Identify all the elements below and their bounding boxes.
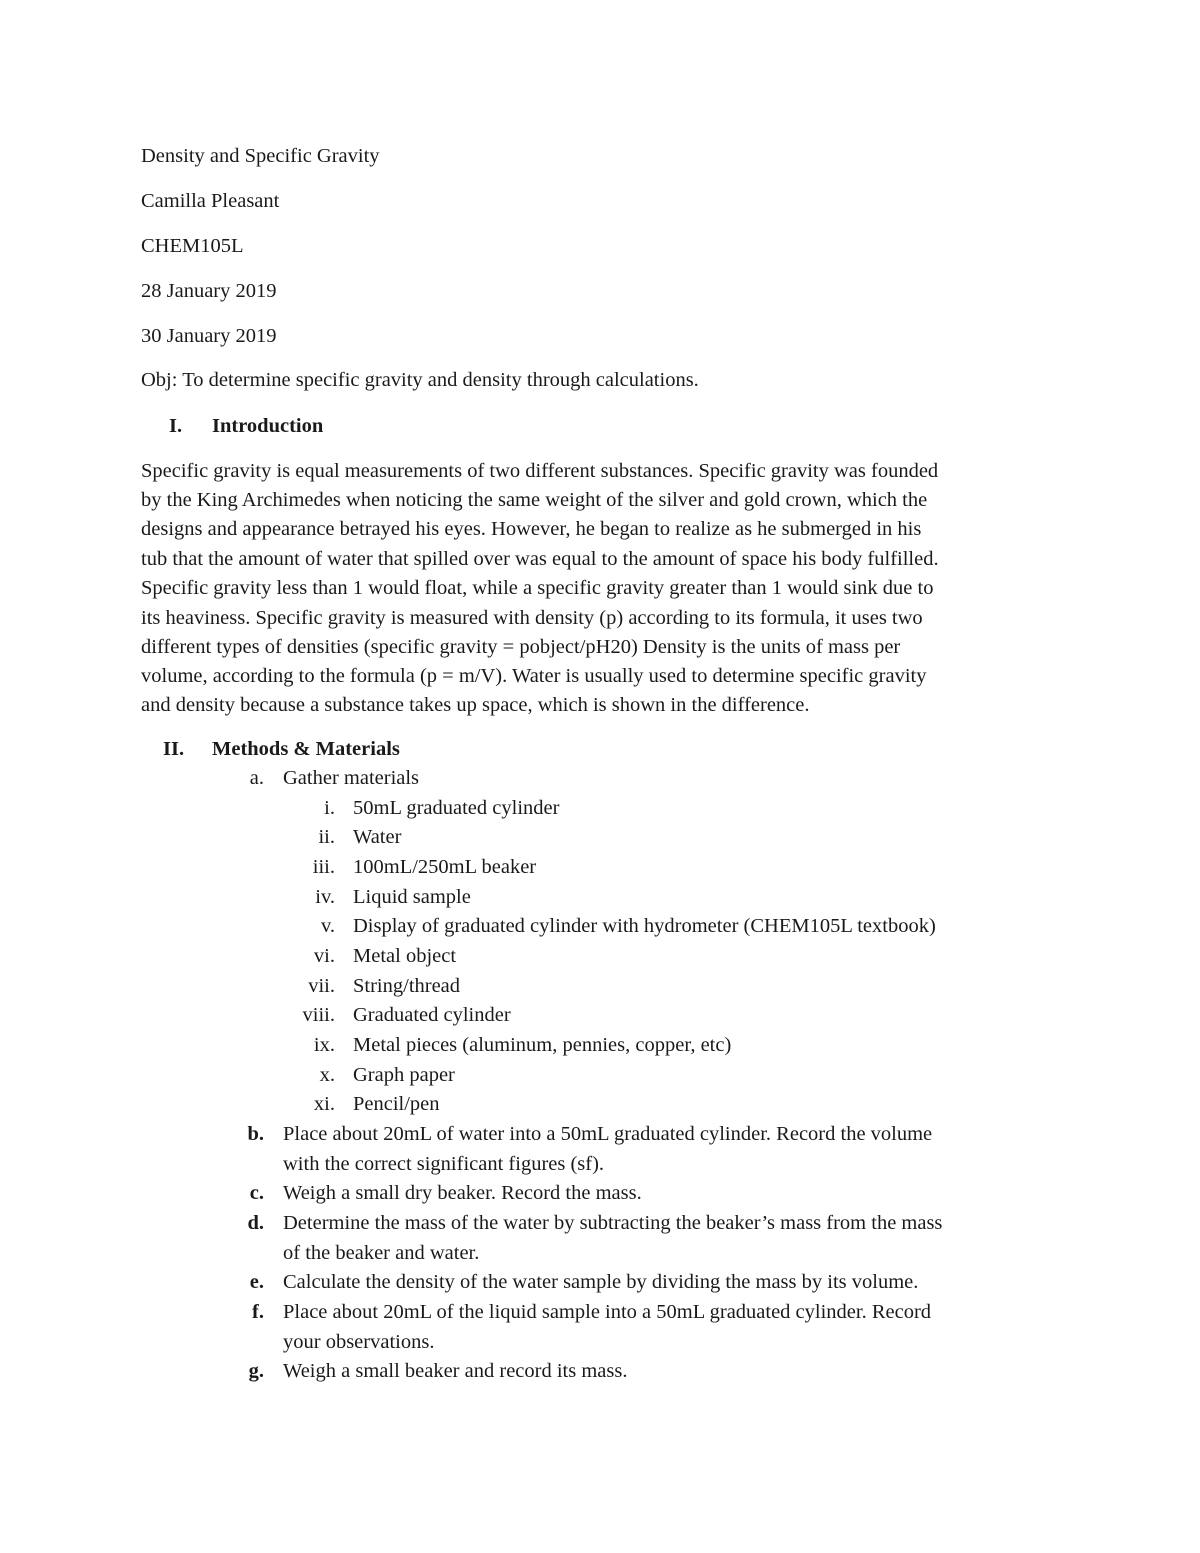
step-c: [0, 1179, 1200, 1209]
material-text: Display of graduated cylinder with hydrometer (CHEM105L textbook): [353, 915, 936, 937]
list-item: [0, 1090, 1200, 1120]
step-text-continued: your observations.: [283, 1331, 435, 1353]
material-text: Pencil/pen: [353, 1093, 440, 1115]
list-item: [0, 942, 1200, 972]
step-text-continued: of the beaker and water.: [283, 1242, 480, 1264]
list-item: [0, 883, 1200, 913]
step-b: [0, 1120, 1200, 1180]
list-marker: d.: [247, 1212, 264, 1234]
list-item: [0, 1031, 1200, 1061]
step-a: [0, 764, 1200, 794]
list-marker: ix.: [313, 1034, 335, 1056]
document-title: Density and Specific Gravity: [141, 145, 380, 167]
intro-line: different types of densities (specific gravity = pobject/pH20) Density is the units of mass per: [141, 636, 901, 658]
list-item: [0, 853, 1200, 883]
intro-line: volume, according to the formula (p = m/V). Water is usually used to determine specific gravity: [141, 665, 927, 687]
list-marker: vii.: [308, 975, 335, 997]
objective-line: Obj: To determine specific gravity and density through calculations.: [141, 369, 699, 391]
material-text: Graduated cylinder: [353, 1004, 511, 1026]
date-performed: 28 January 2019: [141, 280, 277, 302]
material-text: Water: [353, 826, 402, 848]
section-introduction-heading: [141, 412, 323, 442]
list-item: [0, 823, 1200, 853]
list-item: [0, 912, 1200, 942]
step-text: Gather materials: [283, 767, 420, 789]
list-marker: x.: [319, 1064, 335, 1086]
step-text: Weigh a small beaker and record its mass.: [283, 1360, 628, 1382]
list-marker: iii.: [312, 856, 335, 878]
step-text: Determine the mass of the water by subtracting the beaker’s mass from the mass: [283, 1212, 943, 1234]
list-marker: viii.: [302, 1004, 335, 1026]
section-number: II.: [163, 738, 185, 760]
list-marker: i.: [324, 797, 335, 819]
list-marker: vi.: [313, 945, 335, 967]
list-item: [0, 972, 1200, 1002]
material-text: 50mL graduated cylinder: [353, 797, 560, 819]
intro-line: designs and appearance betrayed his eyes. However, he began to realize as he submerged in his: [141, 518, 922, 540]
material-text: 100mL/250mL beaker: [353, 856, 537, 878]
date-submitted: 30 January 2019: [141, 325, 277, 347]
list-marker: xi.: [313, 1093, 335, 1115]
list-marker: a.: [249, 767, 264, 789]
material-text: Graph paper: [353, 1064, 455, 1086]
material-text: Metal pieces (aluminum, pennies, copper, etc): [353, 1034, 732, 1056]
list-item: [0, 1001, 1200, 1031]
material-text: String/thread: [353, 975, 461, 997]
list-marker: e.: [249, 1271, 264, 1293]
list-marker: iv.: [315, 886, 335, 908]
list-marker: f.: [252, 1301, 264, 1323]
author-name: Camilla Pleasant: [141, 190, 280, 212]
step-f: [0, 1298, 1200, 1358]
list-item: [0, 1061, 1200, 1091]
course-code: CHEM105L: [141, 235, 244, 257]
material-text: Metal object: [353, 945, 457, 967]
intro-line: Specific gravity less than 1 would float, while a specific gravity greater than 1 would sink due to: [141, 577, 934, 599]
step-text-continued: with the correct significant figures (sf).: [283, 1153, 605, 1175]
list-marker: b.: [247, 1123, 264, 1145]
intro-line: tub that the amount of water that spilled over was equal to the amount of space his body fulfilled.: [141, 548, 939, 570]
step-text: Calculate the density of the water sample by dividing the mass by its volume.: [283, 1271, 919, 1293]
step-text: Weigh a small dry beaker. Record the mass.: [283, 1182, 642, 1204]
intro-line: and density because a substance takes up space, which is shown in the difference.: [141, 694, 810, 716]
step-g: [0, 1357, 1200, 1387]
list-item: [0, 794, 1200, 824]
list-marker: c.: [249, 1182, 264, 1204]
section-number: I.: [169, 415, 183, 437]
step-e: [0, 1268, 1200, 1298]
step-text: Place about 20mL of the liquid sample into a 50mL graduated cylinder. Record: [283, 1301, 932, 1323]
list-marker: g.: [248, 1360, 264, 1382]
section-methods-heading: [141, 735, 400, 765]
material-text: Liquid sample: [353, 886, 471, 908]
intro-line: its heaviness. Specific gravity is measured with density (p) according to its formula, it uses two: [141, 607, 923, 629]
intro-line: Specific gravity is equal measurements of two different substances. Specific gravity was founded: [141, 460, 939, 482]
intro-line: by the King Archimedes when noticing the same weight of the silver and gold crown, which the: [141, 489, 928, 511]
list-marker: v.: [320, 915, 335, 937]
step-text: Place about 20mL of water into a 50mL graduated cylinder. Record the volume: [283, 1123, 933, 1145]
section-title: Introduction: [212, 415, 324, 437]
step-d: [0, 1209, 1200, 1269]
list-marker: ii.: [318, 826, 335, 848]
section-title: Methods & Materials: [212, 738, 400, 760]
